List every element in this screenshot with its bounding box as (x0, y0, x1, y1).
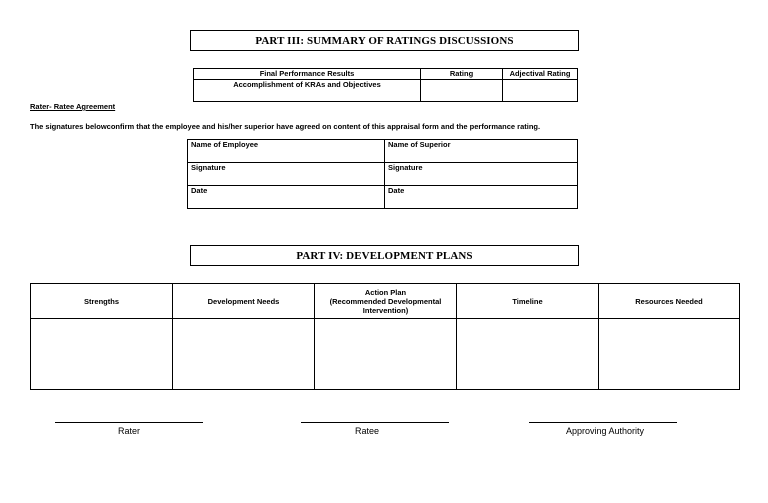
ratee-signature-line[interactable] (301, 422, 449, 423)
agreement-row-signature (188, 163, 578, 186)
results-row (194, 80, 578, 102)
col-strengths: Strengths (31, 284, 173, 319)
ratee-label: Ratee (354, 426, 380, 436)
rater-signature-line[interactable] (55, 422, 203, 423)
resources-needed-cell[interactable] (599, 319, 740, 390)
development-plans-table (30, 283, 740, 390)
timeline-cell[interactable] (457, 319, 599, 390)
employee-name-field[interactable]: Name of Employee (188, 140, 385, 163)
superior-date-field[interactable]: Date (385, 186, 578, 209)
agreement-row-name (188, 140, 578, 163)
approving-authority-label: Approving Authority (565, 426, 645, 436)
strengths-cell[interactable] (31, 319, 173, 390)
rater-label: Rater (117, 426, 140, 436)
agreement-text: The signatures belowconfirm that the employee and his/her superior have agreed on content of this appraisal form and the performance rating. (30, 122, 541, 131)
results-table (193, 68, 578, 102)
dev-header-row (31, 284, 740, 319)
employee-date-field[interactable]: Date (188, 186, 385, 209)
agreement-table (187, 139, 578, 209)
results-header-row (194, 69, 578, 80)
superior-name-field[interactable]: Name of Superior (385, 140, 578, 163)
results-header-rating: Rating (421, 69, 503, 80)
adjectival-rating-cell[interactable] (503, 80, 578, 102)
dev-body-row (31, 319, 740, 390)
results-row-label: Accomplishment of KRAs and Objectives (194, 80, 421, 102)
superior-signature-field[interactable]: Signature (385, 163, 578, 186)
part4-title-text: PART IV: DEVELOPMENT PLANS (296, 249, 473, 262)
part3-title-text: PART III: SUMMARY OF RATINGS DISCUSSIONS (255, 34, 514, 47)
col-development-needs: Development Needs (173, 284, 315, 319)
rating-cell[interactable] (421, 80, 503, 102)
approving-authority-signature-line[interactable] (529, 422, 677, 423)
results-header-final: Final Performance Results (194, 69, 421, 80)
col-resources-needed: Resources Needed (599, 284, 740, 319)
development-needs-cell[interactable] (173, 319, 315, 390)
action-plan-cell[interactable] (315, 319, 457, 390)
col-timeline: Timeline (457, 284, 599, 319)
agreement-heading: Rater- Ratee Agreement (30, 102, 116, 111)
agreement-row-date (188, 186, 578, 209)
part3-title (190, 30, 579, 51)
part4-title (190, 245, 579, 266)
results-header-adjectival: Adjectival Rating (503, 69, 578, 80)
employee-signature-field[interactable]: Signature (188, 163, 385, 186)
col-action-plan: Action Plan (Recommended Developmental Intervention) (315, 284, 457, 319)
